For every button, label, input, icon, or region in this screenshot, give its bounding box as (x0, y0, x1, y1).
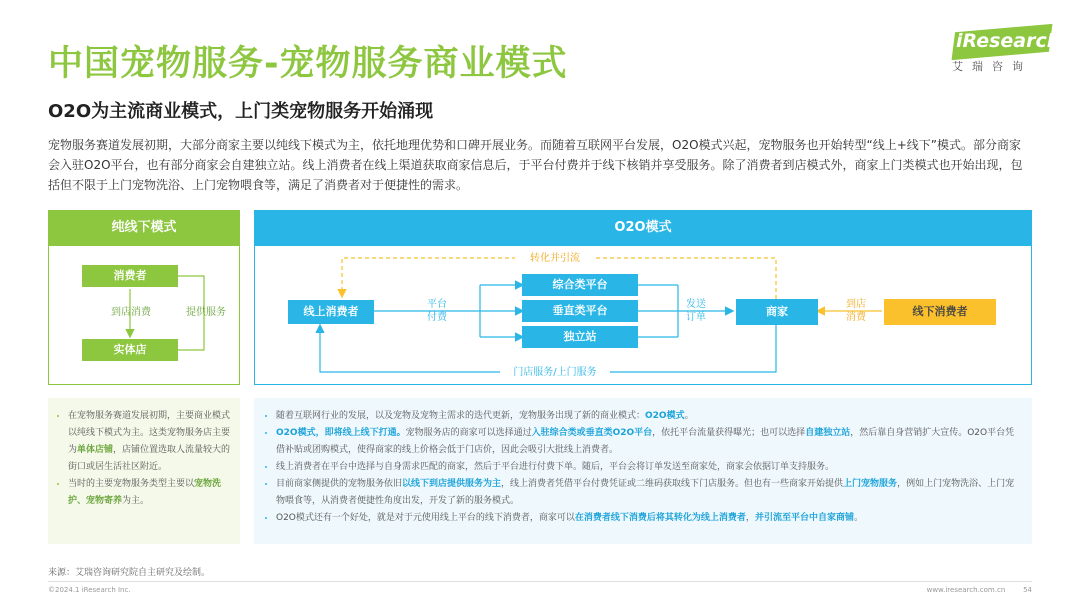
page-number: 54 (1023, 586, 1032, 594)
standalone-site-box: 独立站 (522, 326, 638, 348)
copyright: ©2024.1 iResearch Inc. (48, 586, 131, 594)
o2o-note-item (276, 510, 1020, 527)
o2o-notes-list (264, 408, 1020, 527)
note-text: 自建独立站 (805, 428, 851, 438)
note-text: 当时的主要宠物服务类型主要以 (68, 479, 195, 489)
note-text: 并引流至平台中自家商铺 (754, 513, 854, 523)
vertical-platform-box: 垂直类平台 (522, 300, 638, 322)
logo-word: iResearch (956, 30, 1061, 52)
note-text: 。 (853, 513, 863, 523)
logo-cn: 艾瑞咨询 (952, 60, 1032, 73)
note-text: ，然后靠自身营销扩大宣传。O2O平台凭借补贴或团购模式，使得商家的线上价格会低于门店价，因此会吸引大批线上消费者。 (276, 428, 1015, 455)
note-text: O2O模式，即将线上线下打通。 (276, 428, 406, 438)
note-text: 目前商家侧提供的宠物服务依旧 (276, 479, 403, 489)
note-text: ， (745, 513, 755, 523)
note-text: O2O模式还有一个好处，就是对于元使用线上平台的线下消费者，商家可以 (276, 513, 575, 523)
conversion-label: 转化并引流 (515, 252, 595, 265)
note-text: O2O模式 (645, 411, 685, 421)
note-text: 单体店铺 (77, 445, 114, 455)
general-platform-box: 综合类平台 (522, 274, 638, 296)
offline-note-item (68, 408, 232, 476)
page-title: 中国宠物服务-宠物服务商业模式 (48, 44, 568, 84)
note-text: 为主。 (122, 496, 150, 506)
to-store-label: 到店消费 (111, 307, 151, 318)
website: www.iresearch.com.cn (926, 586, 1006, 594)
note-text: 。 (684, 411, 694, 421)
page-subtitle: O2O为主流商业模式，上门类宠物服务开始涌现 (48, 101, 434, 122)
note-text: ，线上消费者凭借平台付费凭证或二维码获取线下门店服务。但也有一些商家开始提供 (501, 479, 844, 489)
offline-panel-heading: 纯线下模式 (48, 210, 240, 246)
note-text: ，依托平台流量获得曝光；也可以选择 (652, 428, 806, 438)
note-text: 宠物洗护、宠物寄养 (68, 479, 222, 506)
to-store-consume-label: 到店 消费 (846, 299, 866, 323)
note-text: 入驻综合类或垂直类O2O平台 (531, 428, 653, 438)
note-text: 上门宠物服务 (843, 479, 898, 489)
o2o-note-item (276, 408, 1020, 425)
footer-right (900, 586, 1032, 594)
note-text: 线上消费者在平台中选择与自身需求匹配的商家，然后于平台进行付费下单。随后，平台会将订单发送至商家处，商家会依据订单支持服务。 (276, 462, 835, 472)
o2o-note-item (276, 459, 1020, 476)
offline-notes (48, 398, 240, 544)
consumer-box: 消费者 (82, 265, 178, 287)
note-text: 随着互联网行业的发展，以及宠物及宠物主需求的迭代更新，宠物服务出现了新的商业模式： (276, 411, 646, 421)
note-text: 宠物服务店的商家可以选择通过 (405, 428, 532, 438)
merchant-box: 商家 (736, 299, 818, 325)
store-box: 实体店 (82, 339, 178, 361)
service-label: 门店服务/上门服务 (500, 366, 610, 379)
send-order-label: 发送 订单 (686, 299, 706, 323)
offline-notes-list (56, 408, 232, 510)
footer-divider (48, 581, 1032, 582)
online-consumer-box: 线上消费者 (288, 300, 374, 324)
intro-paragraph: 宠物服务赛道发展初期，大部分商家主要以纯线下模式为主，依托地理优势和口碑开展业务。而随着互联网平台发展，O2O模式兴起，宠物服务也开始转型“线上+线下”模式。部分商家会入驻O2O平台，也有部分商家会自建独立站。线上消费者在线上渠道获取商家信息后，于平台付费并于线下核销并享受服务。除了消费者到店模式外，商家上门类模式也开始出现，包括但不限于上门宠物洗浴、上门宠物喂食等，满足了消费者对于便捷性的需求。 (48, 138, 1023, 192)
o2o-note-item (276, 425, 1020, 459)
o2o-panel-heading: O2O模式 (254, 210, 1032, 246)
iresearch-logo (948, 22, 1061, 78)
offline-consumer-box: 线下消费者 (884, 299, 996, 325)
offline-note-item (68, 476, 232, 510)
note-text: 在消费者线下消费后将其转化为线上消费者 (574, 513, 746, 523)
o2o-note-item (276, 476, 1020, 510)
note-text: ，店铺位置选取人流量较大的街口或居生活社区附近。 (68, 445, 231, 472)
pay-label: 平台 付费 (427, 299, 447, 323)
source-note: 来源：艾瑞咨询研究院自主研究及绘制。 (48, 568, 211, 578)
provide-service-label: 提供服务 (186, 307, 226, 318)
note-text: ，例如上门宠物洗浴、上门宠物喂食等，从消费者便捷性角度出发，开发了新的服务模式。 (276, 479, 1015, 506)
o2o-notes (254, 398, 1032, 544)
note-text: 以线下到店提供服务为主 (402, 479, 502, 489)
note-text: 在宠物服务赛道发展初期，主要商业模式以纯线下模式为主。这类宠物服务店主要为 (68, 411, 231, 455)
